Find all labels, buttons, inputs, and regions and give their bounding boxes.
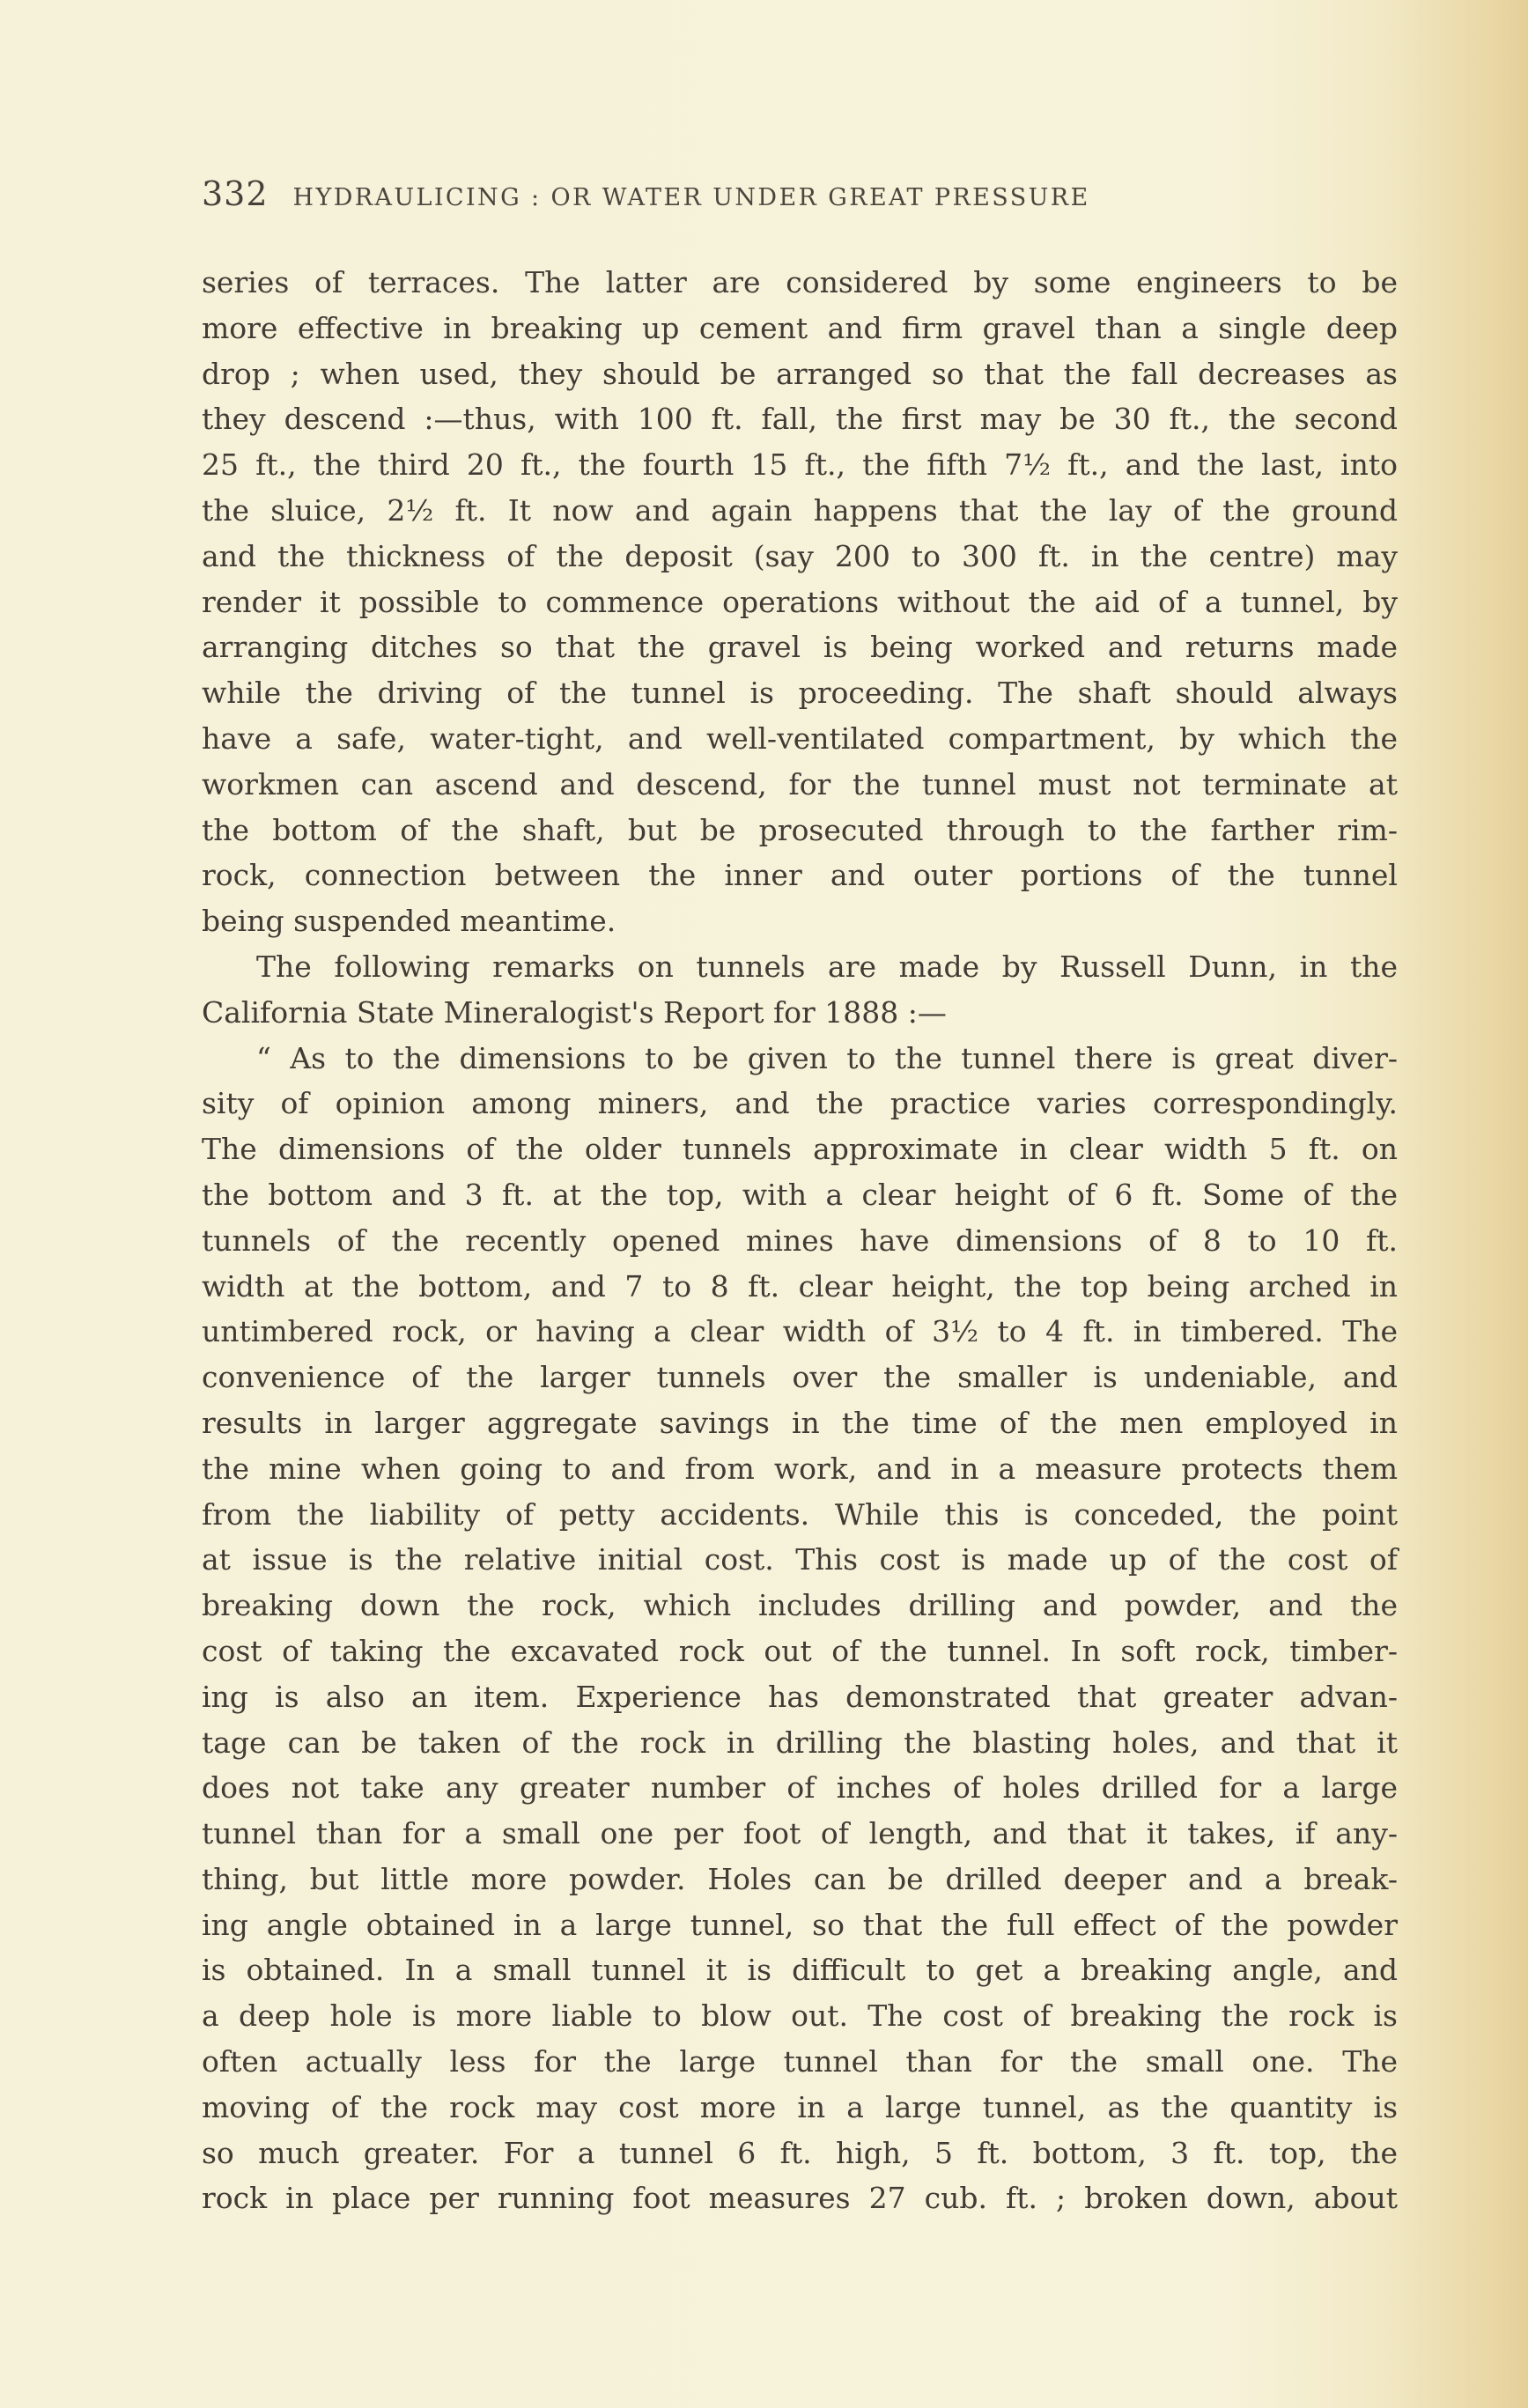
text-line: render it possible to commence operations without the aid of a tunnel, by <box>202 584 1398 619</box>
text-line: a deep hole is more liable to blow out. The cost of breaking the rock is <box>202 1998 1398 2034</box>
text-line: sity of opinion among miners, and the practice varies correspondingly. <box>202 1086 1398 1121</box>
running-header <box>202 174 1269 213</box>
text-line: tunnels of the recently opened mines have dimensions of 8 to 10 ft. <box>202 1222 1398 1258</box>
text-line: while the driving of the tunnel is proceeding. The shaft should always <box>202 676 1398 711</box>
text-line: tage can be taken of the rock in drilling the blasting holes, and that it <box>202 1725 1398 1760</box>
text-line: “ As to the dimensions to be given to the tunnel there is great diver- <box>256 1040 1398 1075</box>
text-line: is obtained. In a small tunnel it is difficult to get a breaking angle, and <box>202 1953 1398 1988</box>
text-line: workmen can ascend and descend, for the tunnel must not terminate at <box>202 766 1398 801</box>
text-line: convenience of the larger tunnels over the smaller is undeniable, and <box>202 1360 1398 1395</box>
text-line: breaking down the rock, which includes drilling and powder, and the <box>202 1588 1398 1623</box>
text-line: ing is also an item. Experience has demonstrated that greater advan- <box>202 1679 1398 1714</box>
text-line: more effective in breaking up cement and firm gravel than a single deep <box>202 310 1398 345</box>
text-line: the mine when going to and from work, and in a measure protects them <box>202 1451 1398 1486</box>
text-line: so much greater. For a tunnel 6 ft. high, 5 ft. bottom, 3 ft. top, the <box>202 2135 1398 2170</box>
text-line: width at the bottom, and 7 to 8 ft. clear height, the top being arched in <box>202 1268 1398 1304</box>
body-text <box>202 260 1398 2221</box>
text-line: tunnel than for a small one per foot of length, and that it takes, if any- <box>202 1816 1398 1851</box>
text-line: The following remarks on tunnels are made by Russell Dunn, in the <box>256 949 1398 984</box>
text-line: they descend :—thus, with 100 ft. fall, the first may be 30 ft., the second <box>202 402 1398 437</box>
text-line: arranging ditches so that the gravel is being worked and returns made <box>202 630 1398 665</box>
text-line: drop ; when used, they should be arranged so that the fall decreases as <box>202 356 1398 391</box>
text-line: ing angle obtained in a large tunnel, so that the full effect of the powder <box>202 1907 1398 1942</box>
text-line: have a safe, water-tight, and well-ventilated compartment, by which the <box>202 720 1398 756</box>
text-line: 25 ft., the third 20 ft., the fourth 15 ft., the fifth 7½ ft., and the last, into <box>202 447 1398 483</box>
text-line: being suspended meantime. <box>202 904 616 939</box>
text-line: rock, connection between the inner and outer portions of the tunnel <box>202 858 1398 893</box>
page-number: 332 <box>202 174 269 213</box>
running-title: HYDRAULICING : OR WATER UNDER GREAT PRESSURE <box>292 184 1090 211</box>
text-line: the sluice, 2½ ft. It now and again happens that the lay of the ground <box>202 492 1398 528</box>
text-line: often actually less for the large tunnel than for the small one. The <box>202 2044 1398 2079</box>
text-line: moving of the rock may cost more in a large tunnel, as the quantity is <box>202 2089 1398 2124</box>
text-line: untimbered rock, or having a clear width of 3½ to 4 ft. in timbered. The <box>202 1314 1398 1349</box>
text-line: cost of taking the excavated rock out of the tunnel. In soft rock, timber- <box>202 1633 1398 1668</box>
text-line: from the liability of petty accidents. While this is conceded, the point <box>202 1496 1398 1532</box>
text-line: thing, but little more powder. Holes can be drilled deeper and a break- <box>202 1861 1398 1896</box>
text-line: results in larger aggregate savings in the time of the men employed in <box>202 1405 1398 1440</box>
text-line: the bottom of the shaft, but be prosecuted through to the farther rim- <box>202 812 1398 847</box>
text-line: the bottom and 3 ft. at the top, with a clear height of 6 ft. Some of the <box>202 1177 1398 1212</box>
text-line: California State Mineralogist's Report for 1888 :— <box>202 994 947 1030</box>
text-line: and the thickness of the deposit (say 200 to 300 ft. in the centre) may <box>202 538 1398 573</box>
text-line: The dimensions of the older tunnels approximate in clear width 5 ft. on <box>202 1132 1398 1167</box>
text-line: series of terraces. The latter are considered by some engineers to be <box>202 265 1398 299</box>
text-line: does not take any greater number of inches of holes drilled for a large <box>202 1770 1398 1806</box>
text-line: rock in place per running foot measures 27 cub. ft. ; broken down, about <box>202 2181 1398 2216</box>
text-line: at issue is the relative initial cost. This cost is made up of the cost of <box>202 1542 1398 1577</box>
